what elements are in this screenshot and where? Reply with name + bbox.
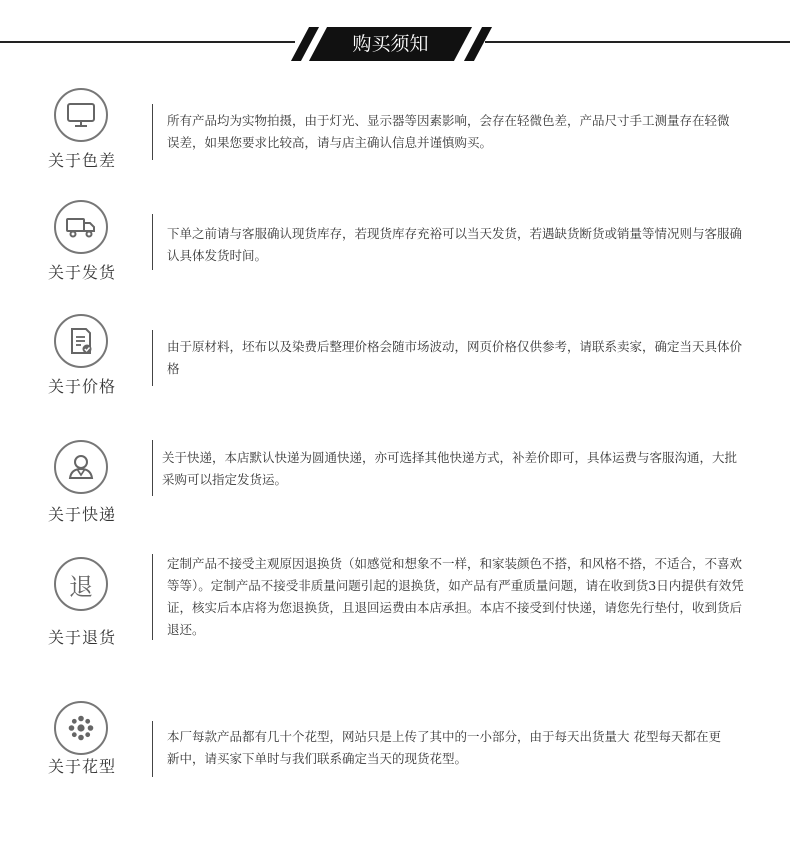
section-text: 关于快递，本店默认快递为圆通快递，亦可选择其他快递方式，补差价即可，具体运费与客服沟通，大批采购可以指定发货运。	[162, 450, 738, 487]
page-title: 购买须知	[352, 33, 429, 55]
monitor-icon	[54, 88, 108, 142]
divider	[152, 104, 153, 160]
divider	[152, 554, 153, 640]
section-label: 关于退货	[47, 628, 116, 647]
price-list-icon	[54, 314, 108, 368]
truck-icon	[54, 200, 108, 254]
section-text: 下单之前请与客服确认现货库存，若现货库存充裕可以当天发货，若遇缺货断货或销量等情况则与客服确认具体发货时间。	[167, 226, 743, 263]
section-label: 关于发货	[47, 263, 116, 282]
header-rule-right	[485, 41, 790, 43]
divider	[152, 214, 153, 270]
section-label: 关于价格	[47, 377, 116, 396]
section-text: 由于原材料，坯布以及染费后整理价格会随市场波动，网页价格仅供参考，请联系卖家，确定当天具体价格	[167, 339, 743, 376]
section-text: 本厂每款产品都有几十个花型，网站只是上传了其中的一小部分，由于每天出货量大 花型每天都在更新中，请买家下单时与我们联系确定当天的现货花型。	[167, 729, 721, 766]
header-rule-left	[0, 41, 295, 43]
divider	[152, 440, 153, 496]
section-text: 所有产品均为实物拍摄，由于灯光、显示器等因素影响，会存在轻微色差，产品尺寸手工测量存在轻微误差，如果您要求比较高，请与店主确认信息并谨慎购买。	[167, 113, 730, 150]
return-character-icon	[54, 557, 108, 611]
section-label: 关于花型	[47, 757, 116, 776]
courier-person-icon	[54, 440, 108, 494]
return-character: 退	[69, 572, 93, 601]
section-text: 定制产品不接受主观原因退换货（如感觉和想象不一样，和家装颜色不搭，和风格不搭，不适合，不喜欢等等）。定制产品不接受非质量问题引起的退换货，如产品有严重质量问题，请在收到货3日内提供有效凭证，核实后本店将为您退换货，且退回运费由本店承担。本店不接受到付快递，请您先行垫付，收到货后退还。	[167, 556, 744, 637]
section-label: 关于快递	[47, 505, 116, 524]
flower-pattern-icon	[54, 701, 108, 755]
divider	[152, 330, 153, 386]
divider	[152, 721, 153, 777]
section-label: 关于色差	[47, 151, 116, 170]
